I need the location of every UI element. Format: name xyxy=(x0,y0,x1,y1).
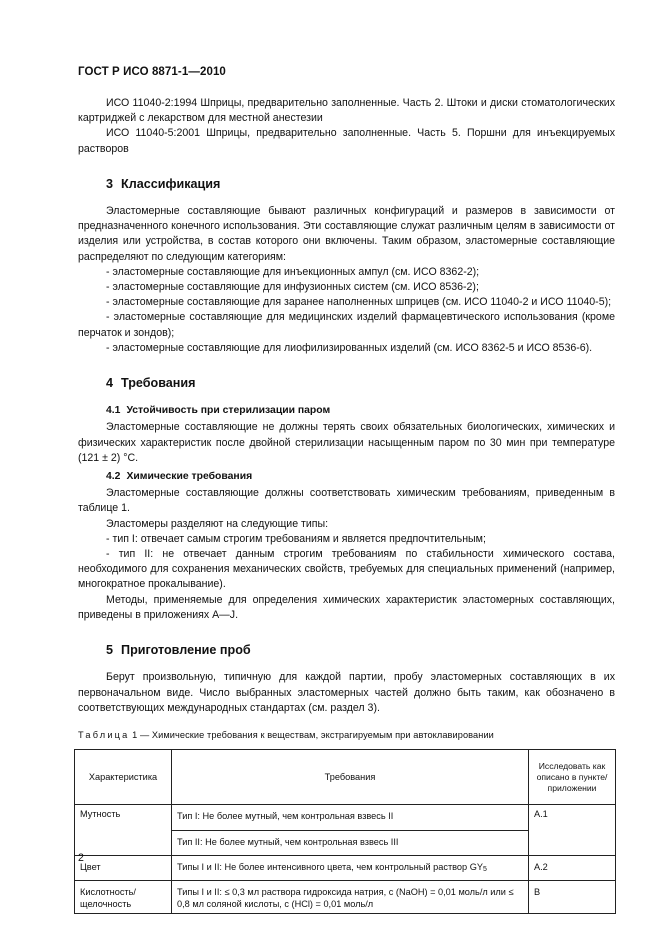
characteristic-cell: Мутность xyxy=(75,805,172,856)
reference-iso-11040-2: ИСО 11040-2:1994 Шприцы, предварительно заполненные. Часть 2. Штоки и диски стоматологических картриджей с лекарством для местной анестезии xyxy=(78,97,615,125)
column-header-reference: Исследовать как описано в пункте/ приложении xyxy=(529,750,616,805)
reference-iso-11040-5: ИСО 11040-5:2001 Шприцы, предварительно заполненные. Часть 5. Поршни для инъекцируемых растворов xyxy=(78,127,615,155)
requirement-cell: Тип I: Не более мутный, чем контрольная взвесь II xyxy=(172,805,529,831)
characteristic-cell: Цвет xyxy=(75,856,172,881)
table-caption-label: Таблица xyxy=(78,729,130,740)
subsection-4-2-text: Эластомерные составляющие должны соответствовать химическим требованиям, приведенным в таблице 1. xyxy=(78,487,615,515)
requirement-cell xyxy=(172,856,529,881)
table-row xyxy=(75,856,616,881)
chemical-requirements-table xyxy=(74,749,616,914)
requirement-cell: Тип II: Не более мутный, чем контрольная взвесь III xyxy=(172,830,529,856)
category-item: - эластомерные составляющие для инъекционных ампул (см. ИСО 8362-2); xyxy=(106,265,480,278)
subsection-title: Устойчивость при стерилизации паром xyxy=(126,405,331,417)
column-header-requirements: Требования xyxy=(172,750,529,805)
document-body xyxy=(78,96,615,914)
subsection-4-1-heading xyxy=(106,403,615,418)
section-number: 4 xyxy=(106,376,114,391)
document-header: ГОСТ Р ИСО 8871-1—2010 xyxy=(78,66,226,78)
category-item: - эластомерные составляющие для лиофилизированных изделий (см. ИСО 8362-5 и ИСО 8536-6). xyxy=(106,341,593,354)
category-item: - эластомерные составляющие для медицинских изделий фармацевтического использования (кроме перчаток и зондов); xyxy=(78,311,615,339)
type-1-item: - тип I: отвечает самым строгим требованиям и является предпочтительным; xyxy=(106,532,486,545)
reference-cell: А.2 xyxy=(529,856,616,881)
page-number: 2 xyxy=(78,852,84,864)
type-2-item: - тип II: не отвечает данным строгим требованиям по стабильности химического состава, необходимого для сохранения механических свойств, требуемых для специальных применений (например, многократное прокалывание). xyxy=(78,548,615,591)
requirement-subscript: 5 xyxy=(482,866,487,874)
subsection-4-2-heading xyxy=(106,469,615,484)
section-title: Приготовление проб xyxy=(121,643,251,658)
section-title: Классификация xyxy=(121,176,221,191)
table-row xyxy=(75,881,616,914)
section-3-heading xyxy=(106,177,615,192)
requirement-cell: Типы I и II: ≤ 0,3 мл раствора гидроксида натрия, c (NaOH) = 0,01 моль/л или ≤ 0,8 мл соляной кислоты, c (HCl) = 0,01 моль/л xyxy=(172,881,529,914)
section-4-heading xyxy=(106,376,615,391)
subsection-title: Химические требования xyxy=(126,471,253,483)
subsection-number: 4.1 xyxy=(106,405,121,417)
section-number: 3 xyxy=(106,176,114,191)
reference-cell: А.1 xyxy=(529,805,616,856)
reference-cell: В xyxy=(529,881,616,914)
characteristic-cell: Кислотность/ щелочность xyxy=(75,881,172,914)
section-number: 5 xyxy=(106,643,114,658)
methods-paragraph: Методы, применяемые для определения химических характеристик эластомерных составляющих, приведены в приложениях А—J. xyxy=(78,593,615,621)
table-caption-number: 1 xyxy=(132,729,138,740)
subsection-4-1-text: Эластомерные составляющие не должны терять своих обязательных биологических, химических и физических характеристик после двойной стерилизации насыщенным паром по 30 мин при температуре (121 ± 2) °С. xyxy=(78,421,615,464)
category-item: - эластомерные составляющие для инфузионных систем (см. ИСО 8536-2); xyxy=(106,281,479,294)
table-caption-text: — Химические требования к веществам, экстрагируемым при автоклавировании xyxy=(139,729,494,740)
requirement-text: Типы I и II: Не более интенсивного цвета, чем контрольный раствор GY xyxy=(177,862,483,873)
section-5-text: Берут произвольную, типичную для каждой партии, пробу эластомерных составляющих в их первоначальном виде. Число выбранных эластомерных частей должно быть таким, как обозначено в соответствующих международных стандартах (см. раздел 3). xyxy=(78,671,615,714)
table-row xyxy=(75,805,616,831)
column-header-characteristic: Характеристика xyxy=(75,750,172,805)
table-caption xyxy=(78,728,615,743)
section-title: Требования xyxy=(121,376,196,391)
category-item: - эластомерные составляющие для заранее наполненных шприцев (см. ИСО 11040-2 и ИСО 11040-5); xyxy=(106,296,612,309)
types-intro: Эластомеры разделяют на следующие типы: xyxy=(106,517,329,530)
table-header-row xyxy=(75,750,616,805)
subsection-number: 4.2 xyxy=(106,471,121,483)
section-3-intro: Эластомерные составляющие бывают различных конфигураций и размеров в зависимости от предназначенного конечного использования. Эти составляющие служат различным целям в зависимости от изделия или устройства, в состав которого они включены. Таким образом, эластомерные составляющие распределяют по следующим категориям: xyxy=(78,205,615,263)
section-5-heading xyxy=(106,643,615,658)
